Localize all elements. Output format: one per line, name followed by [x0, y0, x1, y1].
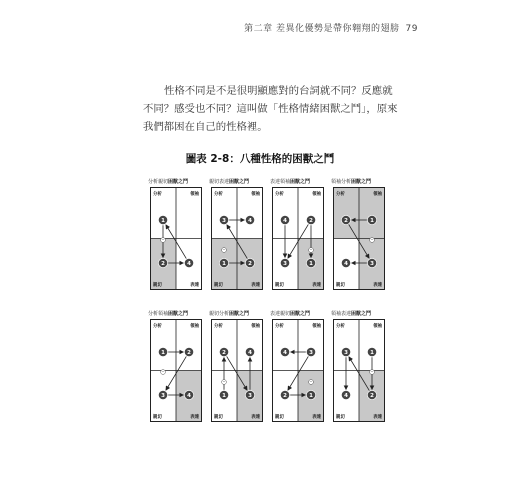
- numbered-node: [219, 390, 228, 399]
- numbered-node: [280, 258, 289, 267]
- svg-text:2: 2: [283, 393, 287, 399]
- numbered-node: [245, 390, 254, 399]
- quadrant-svg: [212, 188, 262, 289]
- quadrant-box: [333, 187, 385, 290]
- numbered-node: [306, 258, 315, 267]
- quadrant-box: [150, 187, 202, 290]
- svg-text:1: 1: [370, 218, 374, 224]
- quadrant-box: [211, 187, 263, 290]
- numbered-node: [184, 347, 193, 356]
- quadrant-svg: [334, 320, 384, 421]
- diagram-title: 分析親切困獸之鬥: [148, 179, 189, 185]
- svg-text:4: 4: [344, 261, 348, 267]
- smiley-icon: [370, 238, 375, 243]
- numbered-node: [245, 258, 254, 267]
- svg-text:1: 1: [309, 393, 313, 399]
- numbered-node: [245, 215, 254, 224]
- numbered-node: [367, 215, 376, 224]
- smiley-icon: [161, 370, 166, 375]
- svg-text:2: 2: [370, 393, 374, 399]
- quadrant-box: [333, 319, 385, 422]
- numbered-node: [341, 390, 350, 399]
- corner-label-tl: 分析: [275, 324, 284, 329]
- svg-text:1: 1: [161, 218, 165, 224]
- corner-label-br: 表達: [312, 415, 321, 420]
- corner-label-br: 表達: [312, 283, 321, 288]
- numbered-node: [184, 390, 193, 399]
- corner-label-tl: 分析: [336, 324, 345, 329]
- corner-label-tl: 分析: [214, 192, 223, 197]
- numbered-node: [280, 390, 289, 399]
- running-header: [244, 21, 418, 34]
- corner-label-bl: 親切: [275, 415, 284, 420]
- smiley-icon: [161, 238, 166, 243]
- numbered-node: [341, 215, 350, 224]
- chapter-title: 第二章 差異化優勢是帶你翱翔的翅膀: [244, 24, 400, 34]
- smiley-icon: [370, 370, 375, 375]
- corner-label-br: 表達: [190, 283, 199, 288]
- quadrant-svg: [273, 320, 323, 421]
- svg-text:3: 3: [161, 393, 165, 399]
- quadrant-box: [150, 319, 202, 422]
- corner-label-bl: 親切: [275, 283, 284, 288]
- numbered-node: [280, 215, 289, 224]
- body-paragraph: 性格不同是不是很明顯應對的台詞就不同？反應就不同？感受也不同？這叫做「性格情緒困獸之鬥」，原來我們都困在自己的性格裡。: [143, 85, 398, 133]
- svg-text:3: 3: [370, 261, 374, 267]
- quadrant-svg: [151, 188, 201, 289]
- numbered-node: [219, 215, 228, 224]
- diagram-title: 表達親切困獸之鬥: [270, 311, 311, 317]
- svg-text:1: 1: [222, 393, 226, 399]
- svg-text:4: 4: [187, 261, 191, 267]
- numbered-node: [158, 390, 167, 399]
- svg-text:4: 4: [344, 393, 348, 399]
- svg-text:3: 3: [222, 218, 226, 224]
- corner-label-tl: 分析: [153, 324, 162, 329]
- numbered-node: [367, 347, 376, 356]
- corner-label-tl: 分析: [336, 192, 345, 197]
- svg-text:2: 2: [187, 350, 191, 356]
- diagram-title: 分析領袖困獸之鬥: [148, 311, 189, 317]
- corner-label-tr: 領袖: [190, 324, 199, 329]
- numbered-node: [219, 347, 228, 356]
- svg-text:1: 1: [370, 350, 374, 356]
- svg-text:2: 2: [161, 261, 165, 267]
- svg-text:3: 3: [344, 350, 348, 356]
- numbered-node: [245, 347, 254, 356]
- diagram-title: 表達領袖困獸之鬥: [270, 179, 311, 185]
- corner-label-tr: 領袖: [312, 324, 321, 329]
- numbered-node: [158, 347, 167, 356]
- diagram-title: 親切分析困獸之鬥: [209, 311, 250, 317]
- svg-text:2: 2: [222, 350, 226, 356]
- numbered-node: [367, 390, 376, 399]
- smiley-icon: [309, 380, 314, 385]
- corner-label-tr: 領袖: [373, 192, 382, 197]
- svg-text:3: 3: [283, 261, 287, 267]
- figure-title: 圖表 2-8：八種性格的困獸之鬥: [185, 153, 335, 165]
- corner-label-br: 表達: [373, 415, 382, 420]
- svg-text:2: 2: [309, 218, 313, 224]
- diagram-title: 領袖分析困獸之鬥: [331, 179, 372, 185]
- corner-label-tr: 領袖: [190, 192, 199, 197]
- smiley-icon: [309, 248, 314, 253]
- corner-label-br: 表達: [251, 415, 260, 420]
- numbered-node: [306, 215, 315, 224]
- quadrant-svg: [151, 320, 201, 421]
- svg-text:1: 1: [222, 261, 226, 267]
- corner-label-bl: 親切: [214, 283, 223, 288]
- quadrant-svg: [273, 188, 323, 289]
- numbered-node: [367, 258, 376, 267]
- quadrant-box: [272, 187, 324, 290]
- svg-text:3: 3: [248, 393, 252, 399]
- corner-label-tl: 分析: [275, 192, 284, 197]
- numbered-node: [158, 215, 167, 224]
- numbered-node: [280, 347, 289, 356]
- corner-label-bl: 親切: [153, 415, 162, 420]
- svg-text:4: 4: [248, 218, 252, 224]
- corner-label-bl: 親切: [153, 283, 162, 288]
- corner-label-br: 表達: [373, 283, 382, 288]
- numbered-node: [306, 390, 315, 399]
- corner-label-br: 表達: [190, 415, 199, 420]
- svg-text:4: 4: [283, 218, 287, 224]
- smiley-icon: [222, 380, 227, 385]
- corner-label-tr: 領袖: [251, 192, 260, 197]
- corner-label-tr: 領袖: [373, 324, 382, 329]
- numbered-node: [158, 258, 167, 267]
- svg-text:1: 1: [161, 350, 165, 356]
- page-number: 79: [405, 24, 418, 34]
- numbered-node: [306, 347, 315, 356]
- corner-label-tl: 分析: [153, 192, 162, 197]
- svg-text:3: 3: [309, 350, 313, 356]
- smiley-icon: [222, 248, 227, 253]
- svg-text:2: 2: [344, 218, 348, 224]
- svg-text:4: 4: [187, 393, 191, 399]
- corner-label-bl: 親切: [336, 283, 345, 288]
- svg-text:2: 2: [248, 261, 252, 267]
- svg-text:4: 4: [248, 350, 252, 356]
- corner-label-br: 表達: [251, 283, 260, 288]
- diagram-title: 親切表達困獸之鬥: [209, 179, 250, 185]
- svg-text:4: 4: [283, 350, 287, 356]
- numbered-node: [341, 347, 350, 356]
- quadrant-svg: [334, 188, 384, 289]
- corner-label-tr: 領袖: [251, 324, 260, 329]
- numbered-node: [184, 258, 193, 267]
- quadrant-svg: [212, 320, 262, 421]
- numbered-node: [341, 258, 350, 267]
- corner-label-bl: 親切: [214, 415, 223, 420]
- svg-text:1: 1: [309, 261, 313, 267]
- corner-label-bl: 親切: [336, 415, 345, 420]
- corner-label-tr: 領袖: [312, 192, 321, 197]
- quadrant-box: [211, 319, 263, 422]
- numbered-node: [219, 258, 228, 267]
- quadrant-box: [272, 319, 324, 422]
- diagram-title: 領袖表達困獸之鬥: [331, 311, 372, 317]
- corner-label-tl: 分析: [214, 324, 223, 329]
